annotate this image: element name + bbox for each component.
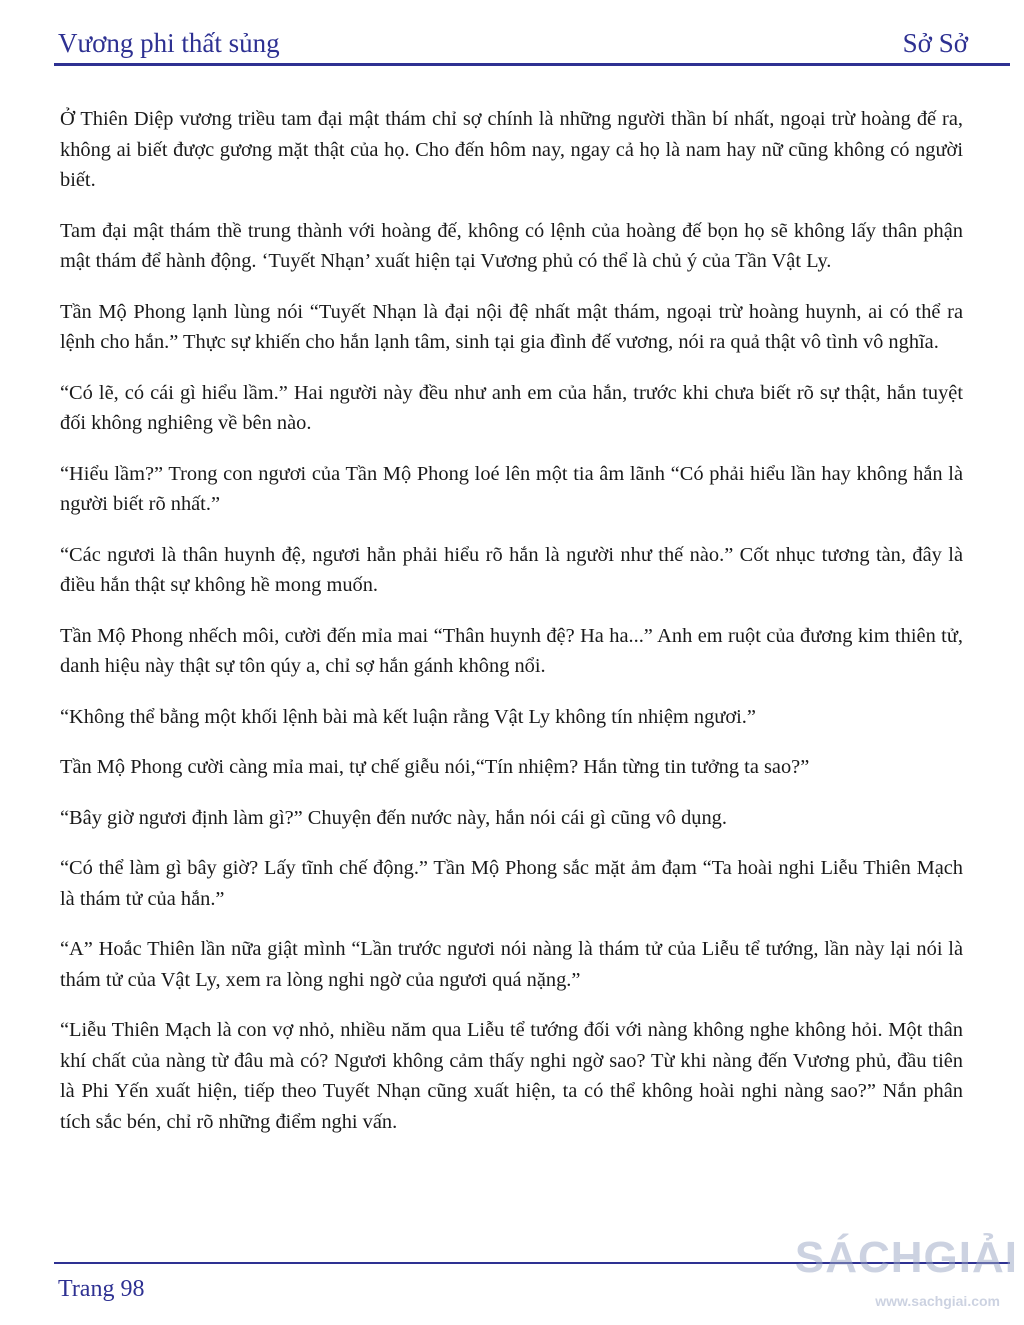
paragraph: Ở Thiên Diệp vương triều tam đại mật thám chỉ sợ chính là những người thần bí nhất, ngoại trừ hoàng đế ra, không ai biết được gương mặt thật của họ. Cho đến hôm nay, ngay cả họ là nam hay nữ cũng không có người biết. xyxy=(60,108,963,191)
watermark-logo: SÁCHGIẢI xyxy=(794,1233,1018,1282)
paragraph: “Các ngươi là thân huynh đệ, ngươi hẳn phải hiểu rõ hắn là người như thế nào.” Cốt nhục tương tàn, đây là điều hắn thật sự không hề mong muốn. xyxy=(60,543,963,596)
header-divider xyxy=(54,63,1010,66)
paragraph: Tần Mộ Phong nhếch môi, cười đến mỉa mai “Thân huynh đệ? Ha ha...” Anh em ruột của đương kim thiên tử, danh hiệu này thật sự tôn qúy a, chỉ sợ hắn gánh không nổi. xyxy=(60,624,963,677)
paragraph: “Không thể bằng một khối lệnh bài mà kết luận rằng Vật Ly không tín nhiệm ngươi.” xyxy=(60,705,756,728)
page-body xyxy=(60,104,963,1157)
paragraph: “Liễu Thiên Mạch là con vợ nhỏ, nhiều năm qua Liễu tể tướng đối với nàng không nghe không hỏi. Một thân khí chất của nàng từ đâu mà có? Ngươi không cảm thấy nghi ngờ sao? Từ khi nàng đến Vương phủ, đầu tiên là Phi Yến xuất hiện, tiếp theo Tuyết Nhạn cũng xuất hiện, ta có thể không hoài nghi nàng sao?” Nắn phân tích sắc bén, chỉ rõ những điểm nghi vấn. xyxy=(60,1019,963,1133)
book-author: Sở Sở xyxy=(902,28,968,58)
book-title: Vương phi thất sủng xyxy=(58,28,280,58)
paragraph: “Có lẽ, có cái gì hiểu lầm.” Hai người này đều như anh em của hắn, trước khi chưa biết rõ sự thật, hắn tuyệt đối không nghiêng về bên nào. xyxy=(60,381,963,434)
paragraph: “Hiểu lầm?” Trong con ngươi của Tần Mộ Phong loé lên một tia âm lãnh “Có phải hiểu lần hay không hắn là người biết rõ nhất.” xyxy=(60,462,963,515)
paragraph: “A” Hoắc Thiên lần nữa giật mình “Lần trước ngươi nói nàng là thám tử của Liễu tể tướng, lần này lại nói là thám tử của Vật Ly, xem ra lòng nghi ngờ của ngươi quá nặng.” xyxy=(60,938,963,991)
page-header xyxy=(58,22,968,64)
paragraph: “Có thể làm gì bây giờ? Lấy tĩnh chế động.” Tần Mộ Phong sắc mặt ảm đạm “Ta hoài nghi Liễu Thiên Mạch là thám tử của hắn.” xyxy=(60,857,963,910)
paragraph: Tam đại mật thám thề trung thành với hoàng đế, không có lệnh của hoàng đế bọn họ sẽ không lấy thân phận mật thám để hành động. ‘Tuyết Nhạn’ xuất hiện tại Vương phủ có thể là chủ ý của Tần Vật Ly. xyxy=(60,219,963,272)
page-number: Trang 98 xyxy=(58,1276,145,1302)
paragraph: Tần Mộ Phong lạnh lùng nói “Tuyết Nhạn là đại nội đệ nhất mật thám, ngoại trừ hoàng huynh, ai có thể ra lệnh cho hắn.” Thực sự khiến cho hắn lạnh tâm, sinh tại gia đình đế vương, nói ra quả thật vô tình vô nghĩa. xyxy=(60,300,963,353)
paragraph: “Bây giờ ngươi định làm gì?” Chuyện đến nước này, hắn nói cái gì cũng vô dụng. xyxy=(60,806,727,829)
watermark xyxy=(794,1230,1018,1320)
paragraph: Tần Mộ Phong cười càng mỉa mai, tự chế giễu nói,“Tín nhiệm? Hắn từng tin tưởng ta sao?” xyxy=(60,756,810,778)
watermark-url: www.sachgiai.com xyxy=(875,1293,1000,1309)
